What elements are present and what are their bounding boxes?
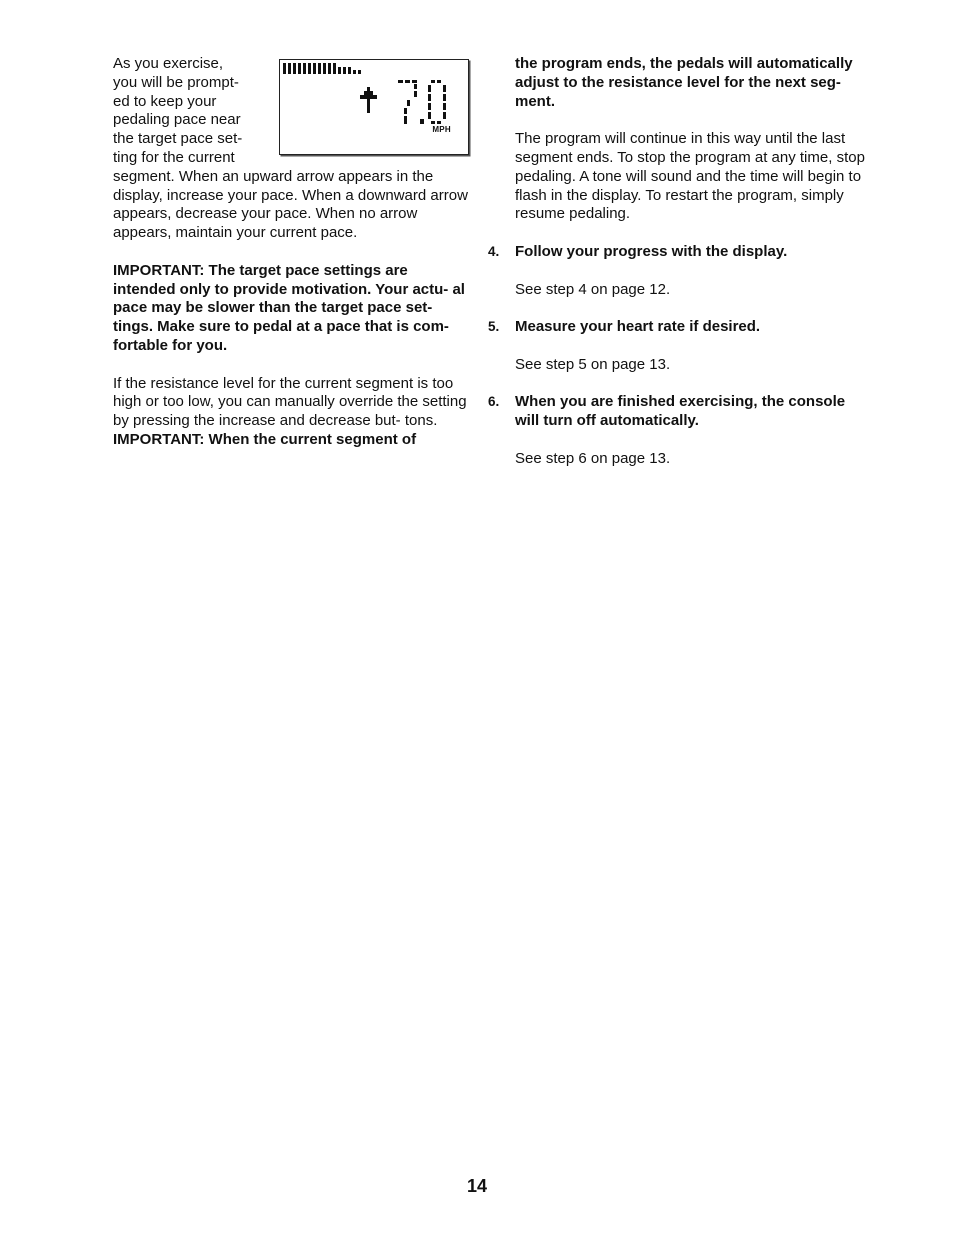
step-number: 4. [488, 243, 500, 259]
step-number: 6. [488, 394, 500, 410]
right-column [488, 55, 868, 469]
step-detail: See step 6 on page 13. [515, 449, 671, 467]
override-paragraph [113, 375, 469, 450]
speed-digit-seven [398, 80, 417, 124]
program-bars [283, 63, 361, 74]
up-arrow-icon [360, 87, 377, 113]
page-number: 14 [466, 1176, 488, 1196]
step-detail: See step 5 on page 13. [515, 355, 671, 373]
step-6 [488, 393, 868, 468]
continued-important: the program ends, the pedals will automatically adjust to the resistance level for the next seg- ment. [515, 55, 853, 110]
override-text: If the resistance level for the current segment is too high or too low, you can manually override the setting by pressing the increase and decrease but- tons. [113, 374, 467, 430]
step-title: When you are finished exercising, the console will turn off automatically. [515, 393, 846, 430]
decimal-point [420, 119, 424, 124]
mph-unit-label: MPH [432, 125, 451, 135]
step-title: Follow your progress with the display. [515, 242, 788, 260]
override-important: IMPORTANT: When the current segment of [113, 430, 417, 448]
speed-digit-zero [428, 80, 446, 124]
intro-line: ed to keep your [113, 92, 217, 110]
step-5 [488, 318, 868, 374]
console-display-illustration [279, 59, 469, 155]
intro-continuation: upward arrow appears in the display, increase your pace. When a downward arrow appears, decrease your pace. When no arrow appears, maintain your current pace. [113, 167, 468, 242]
step-number: 5. [488, 319, 500, 335]
left-column [113, 55, 469, 450]
intro-line: As you exercise, [113, 55, 224, 72]
intro-line: you will be prompt- [113, 73, 239, 91]
program-continue-paragraph: The program will continue in this way until the last segment ends. To stop the program at any time, stop pedaling. A tone will sound and the time will begin to flash in the display. To restart the program, simply resume pedaling. [515, 130, 865, 223]
step-detail: See step 4 on page 12. [515, 280, 671, 298]
step-4 [488, 243, 868, 299]
intro-line: the target pace set- [113, 130, 243, 148]
intro-line: ting for the current [113, 148, 235, 166]
step-title: Measure your heart rate if desired. [515, 318, 761, 336]
intro-line: pedaling pace near [113, 111, 241, 129]
intro-line: segment. When an [113, 167, 239, 185]
important-note: IMPORTANT: The target pace settings are intended only to provide motivation. Your actu- al pace may be slower than the target pace set- tings. Make sure to pedal at a pace that is com- fortable for you. [113, 261, 465, 354]
